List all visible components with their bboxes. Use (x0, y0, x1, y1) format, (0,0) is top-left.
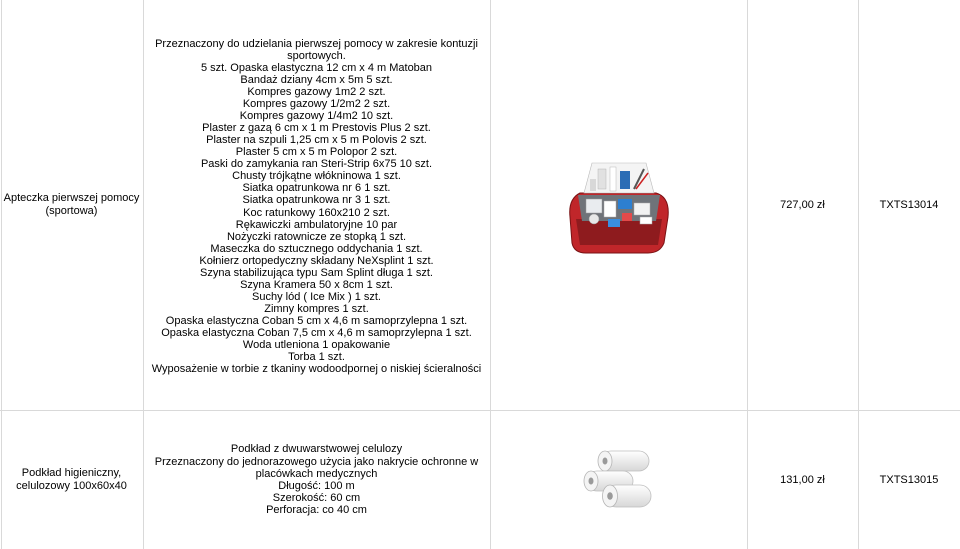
description-line: Długość: 100 m (278, 480, 355, 492)
description-line: Opaska elastyczna Coban 7,5 cm x 4,6 m samoprzylepna 1 szt. (161, 326, 472, 339)
description-line: sportowych. (287, 49, 346, 62)
description-line: Siatka opatrunkowa nr 6 1 szt. (242, 182, 391, 195)
description-line: Siatka opatrunkowa nr 3 1 szt. (242, 194, 391, 207)
description-line: Kompres gazowy 1/4m2 10 szt. (239, 110, 394, 123)
description-line: Podkład z dwuwarstwowej celulozy (230, 443, 403, 456)
description-line: Wyposażenie w torbie z tkaniny wodoodpornej o niskiej ścieralności (151, 363, 482, 376)
product-image-cell (490, 411, 747, 549)
product-description-cell (143, 411, 490, 549)
product-price: 131,00 zł (780, 474, 825, 486)
description-line: Kołnierz ortopedyczny składany NeXsplint 1 szt. (199, 254, 434, 267)
product-name-line: celulozowy 100x60x40 (16, 480, 127, 492)
product-name-line: Apteczka pierwszej pomocy (3, 192, 140, 204)
description-line: Szyna Kramera 50 x 8cm 1 szt. (240, 278, 393, 291)
description-line: Perforacja: co 40 cm (266, 504, 367, 517)
description-line: Szyna stabilizująca typu Sam Splint długa 1 szt. (200, 266, 433, 279)
description-line: Szerokość: 60 cm (272, 492, 361, 505)
description-line: Woda utleniona 1 opakowanie (242, 339, 391, 352)
description-line: Opaska elastyczna Coban 5 cm x 4,6 m samoprzylepna 1 szt. (165, 314, 468, 327)
description-line: Przeznaczony do udzielania pierwszej pomocy w zakresie kontuzji (155, 37, 478, 50)
description-line: Kompres gazowy 1m2 2 szt. (247, 86, 386, 99)
product-description-cell (143, 0, 490, 410)
description-line: Suchy lód ( Ice Mix ) 1 szt. (252, 290, 381, 303)
description-line: Bandaż dziany 4cm x 5m 5 szt. (240, 73, 393, 86)
product-name-cell (0, 0, 143, 410)
description-line: Plaster z gazą 6 cm x 1 m Prestovis Plus 2 szt. (202, 122, 431, 135)
description-line: Kompres gazowy 1/2m2 2 szt. (242, 98, 391, 111)
description-line: Koc ratunkowy 160x210 2 szt. (243, 206, 390, 219)
product-name-line: Podkład higieniczny, (21, 467, 122, 479)
product-code: TXTS13015 (879, 474, 939, 486)
description-line: placówkach medycznych (255, 467, 378, 480)
description-line: Nożyczki ratownicze ze stopką 1 szt. (226, 230, 407, 243)
description-line: Rękawiczki ambulatoryjne 10 par (235, 218, 398, 231)
description-line: Przeznaczony do jednorazowego użycia jako nakrycie ochronne w (154, 455, 479, 468)
product-name-line: (sportowa) (45, 205, 98, 217)
product-image-cell (490, 0, 747, 410)
description-line: Plaster na szpuli 1,25 cm x 5 m Polovis 2 szt. (206, 134, 427, 147)
description-line: Paski do zamykania ran Steri-Strip 6x75 10 szt. (200, 158, 433, 171)
product-code: TXTS13014 (879, 199, 939, 211)
description-line: Maseczka do sztucznego oddychania 1 szt. (210, 242, 423, 255)
description-line: Chusty trójkątne włókninowa 1 szt. (232, 170, 401, 183)
first-aid-bag-image (564, 159, 674, 259)
description-line: Torba 1 szt. (288, 351, 345, 364)
product-name-cell (0, 411, 143, 549)
product-price: 727,00 zł (780, 199, 825, 211)
paper-rolls-image (579, 445, 659, 515)
description-line: Plaster 5 cm x 5 m Polopor 2 szt. (235, 146, 398, 159)
description-line: Zimny kompres 1 szt. (264, 302, 369, 315)
description-line: 5 szt. Opaska elastyczna 12 cm x 4 m Matoban (200, 61, 433, 74)
